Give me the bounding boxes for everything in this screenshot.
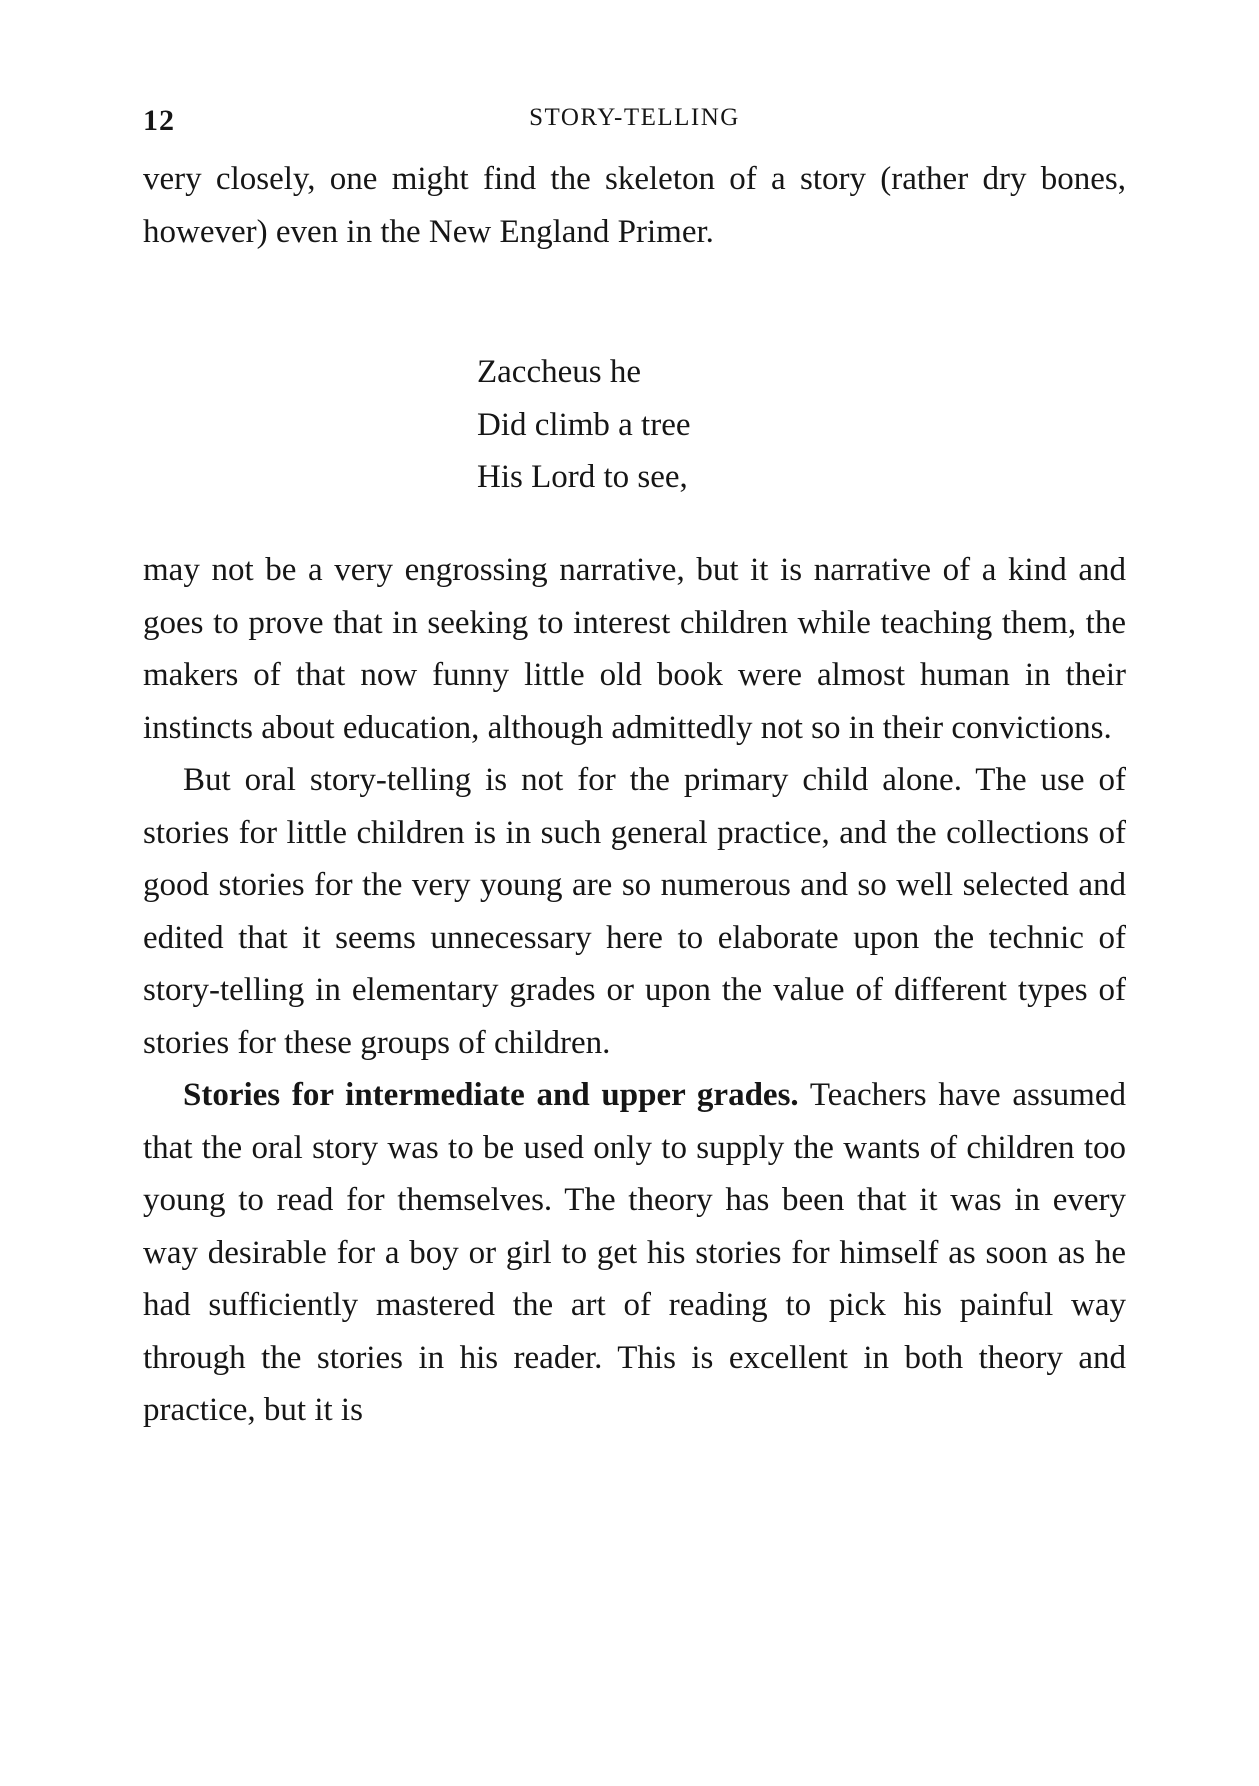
verse-quotation bbox=[477, 346, 691, 504]
continuation-paragraph: may not be a very engrossing narrative, but it is narrative of a kind and goes to prove that in seeking to interest children while teaching them, the makers of that now funny little old book were almost human in their instincts about education, although admittedly not so in their convictions. bbox=[143, 552, 1126, 746]
main-text-block bbox=[143, 544, 1126, 1437]
section-heading: Stories for intermediate and upper grades. bbox=[183, 1077, 799, 1113]
running-head: STORY-TELLING bbox=[529, 104, 740, 131]
page-header bbox=[143, 98, 1126, 148]
paragraph-oral-story-telling: But oral story-telling is not for the primary child alone. The use of stories for little children is in such general practice, and the collections of good stories for the very young are so numerous and so well selected and edited that it seems unnecessary here to elaborate upon the technic of story-telling in elementary grades or upon the value of different types of stories for these groups of children. bbox=[143, 762, 1126, 1061]
section-paragraph bbox=[143, 1069, 1126, 1437]
opening-paragraph-block bbox=[143, 153, 1126, 258]
section-text: Teachers have assumed that the oral story was to be used only to supply the wants of children too young to read for themselves. The theory has been that it was in every way desirable for a boy or girl to get his stories for himself as soon as he had sufficiently mastered the art of reading to pick his painful way through the stories in his reader. This is excellent in both theory and practice, but it is bbox=[143, 1077, 1126, 1428]
verse-line: His Lord to see, bbox=[477, 459, 688, 495]
verse-line: Zaccheus he bbox=[477, 354, 641, 390]
verse-line: Did climb a tree bbox=[477, 406, 691, 443]
page-number: 12 bbox=[143, 104, 175, 137]
opening-paragraph: very closely, one might find the skeleton of a story (rather dry bones, however) even in the New England Primer. bbox=[143, 161, 1126, 250]
